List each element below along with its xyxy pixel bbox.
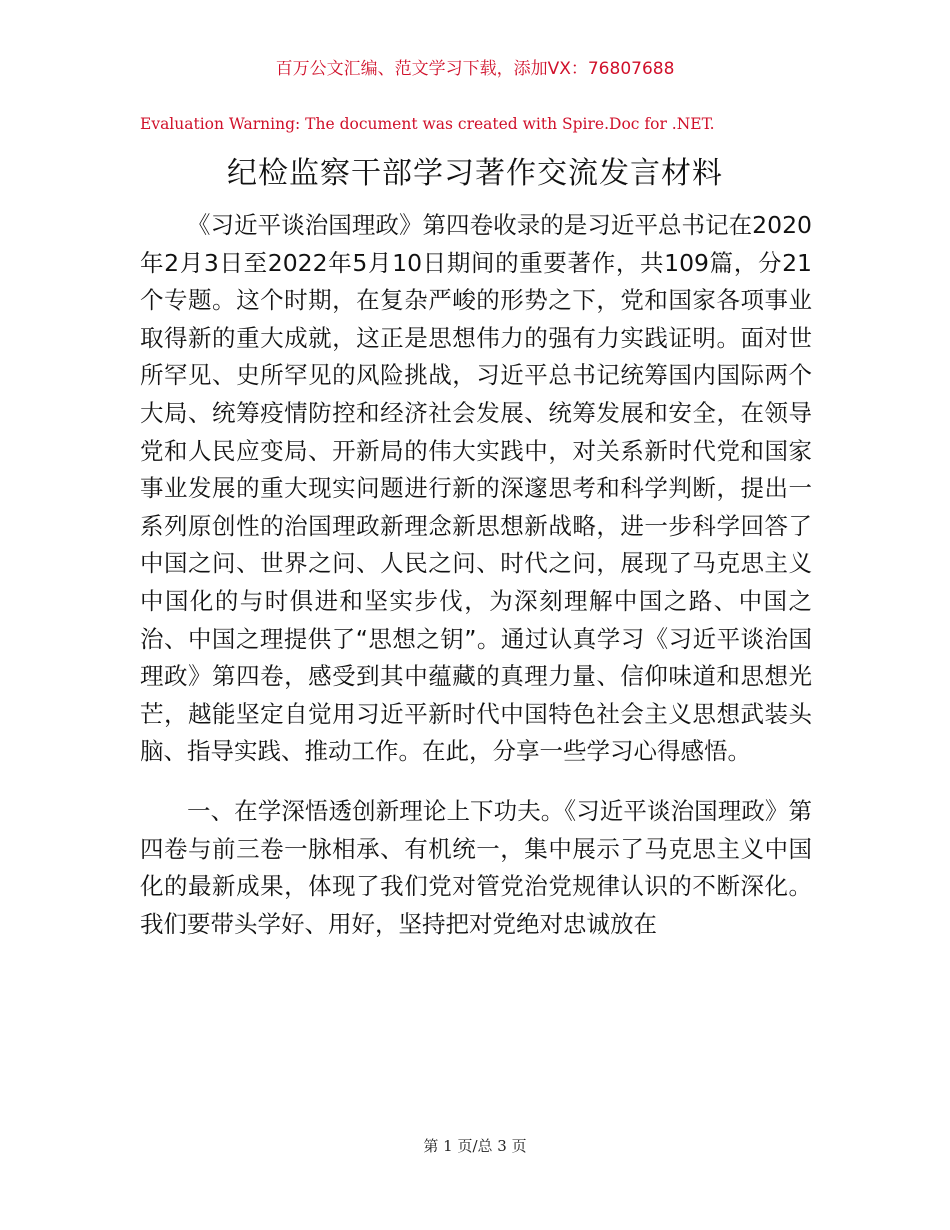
evaluation-warning: Evaluation Warning: The document was created with Spire.Doc for .NET.: [140, 115, 715, 133]
document-title: 纪检监察干部学习著作交流发言材料: [227, 156, 723, 191]
body-paragraph: 《习近平谈治国理政》第四卷收录的是习近平总书记在2020年2月3日至2022年5月10日期间的重要著作，共109篇，分21个专题。这个时期，在复杂严峻的形势之下，党和国家各项事业取得新的重大成就，这正是思想伟力的强有力实践证明。面对世所罕见、史所罕见的风险挑战，习近平总书记统筹国内国际两个大局、统筹疫情防控和经济社会发展、统筹发展和安全，在领导党和人民应变局、开新局的伟大实践中，对关系新时代党和国家事业发展的重大现实问题进行新的深邃思考和科学判断，提出一系列原创性的治国理政新理念新思想新战略，进一步科学回答了中国之问、世界之问、人民之问、时代之问，展现了马克思主义中国化的与时俱进和坚实步伐，为深刻理解中国之路、中国之治、中国之理提供了“思想之钥”。通过认真学习《习近平谈治国理政》第四卷，感受到其中蕴藏的真理力量、信仰味道和思想光芒，越能坚定自觉用习近平新时代中国特色社会主义思想武装头脑、指导实践、推动工作。在此，分享一些学习心得感悟。: [140, 211, 812, 766]
page-number-footer: 第 1 页/总 3 页: [423, 1137, 527, 1155]
document-body: [140, 207, 812, 943]
body-paragraph: 一、在学深悟透创新理论上下功夫。《习近平谈治国理政》第四卷与前三卷一脉相承、有机统一，集中展示了马克思主义中国化的最新成果，体现了我们党对管党治党规律认识的不断深化。我们要带头学好、用好，坚持把对党绝对忠诚放在: [140, 796, 812, 938]
header-ad-banner: 百万公文汇编、范文学习下载，添加VX：76807688: [275, 59, 675, 79]
